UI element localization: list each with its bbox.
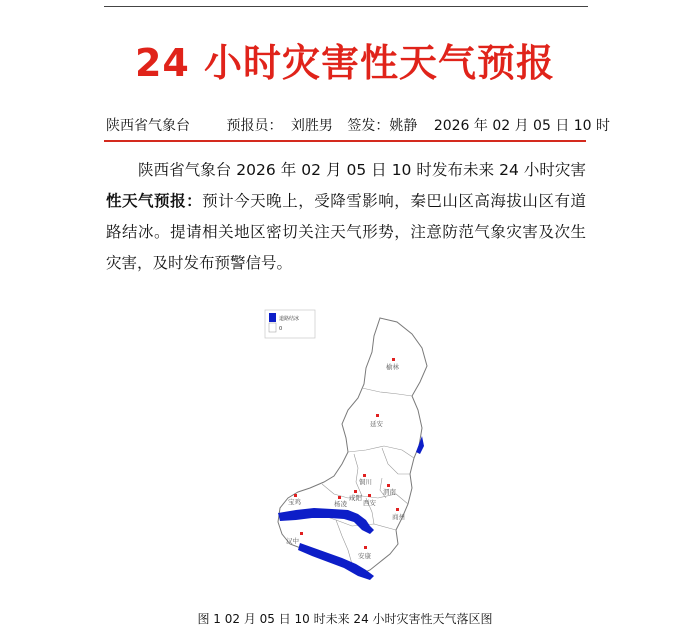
- org-name: 陕西省气象台: [106, 118, 190, 134]
- body-text: 预计今天晚上，受降雪影响，秦巴山区高海拔山区有道路结冰。提请相关地区密切关注天气形势，注意防范气象灾害及次生灾害，及时发布预警信号。: [106, 192, 586, 272]
- header-divider: [104, 140, 586, 142]
- city-tongchuan: 铜川: [359, 478, 372, 486]
- issue-info: [106, 116, 611, 136]
- legend-label-ice: 道路结冰: [279, 316, 300, 322]
- province-outline: [278, 318, 427, 574]
- city-yulin: 榆林: [386, 363, 399, 371]
- city-yanan: 延安: [370, 420, 383, 428]
- forecast-map: [262, 308, 440, 588]
- signer: [347, 118, 417, 134]
- top-rule: [104, 6, 588, 7]
- city-xianyang: 咸阳: [349, 494, 362, 502]
- page-title: 24 小时灾害性天气预报: [134, 41, 556, 85]
- city-weinan: 渭南: [383, 488, 396, 496]
- city-hanzhong: 汉中: [286, 537, 299, 545]
- legend-swatch-ice: [269, 313, 276, 322]
- signer-name: 姚静: [389, 118, 418, 134]
- issue-time: 2026 年 02 月 05 日 10 时: [433, 118, 611, 134]
- city-yangling: 杨凌: [334, 500, 347, 508]
- signer-label: 签发：: [347, 118, 390, 134]
- legend-label-none: 0: [279, 326, 283, 332]
- body-heading: 性天气预报：: [106, 192, 203, 210]
- city-baoji: 宝鸡: [288, 498, 301, 506]
- forecaster-name: 刘胜男: [290, 118, 333, 134]
- city-shangzhou: 商州: [392, 513, 405, 521]
- body-intro: 陕西省气象台 2026 年 02 月 05 日 10 时发布未来 24 小时灾害: [138, 161, 586, 179]
- city-xian: 西安: [363, 499, 376, 507]
- forecast-body: [106, 155, 586, 279]
- forecaster-label: 预报员：: [226, 118, 283, 134]
- city-ankang: 安康: [358, 552, 371, 560]
- map-legend: [265, 310, 315, 338]
- figure-caption: 图 1 02 月 05 日 10 时未来 24 小时灾害性天气落区图: [197, 612, 493, 626]
- legend-swatch-none: [269, 323, 276, 332]
